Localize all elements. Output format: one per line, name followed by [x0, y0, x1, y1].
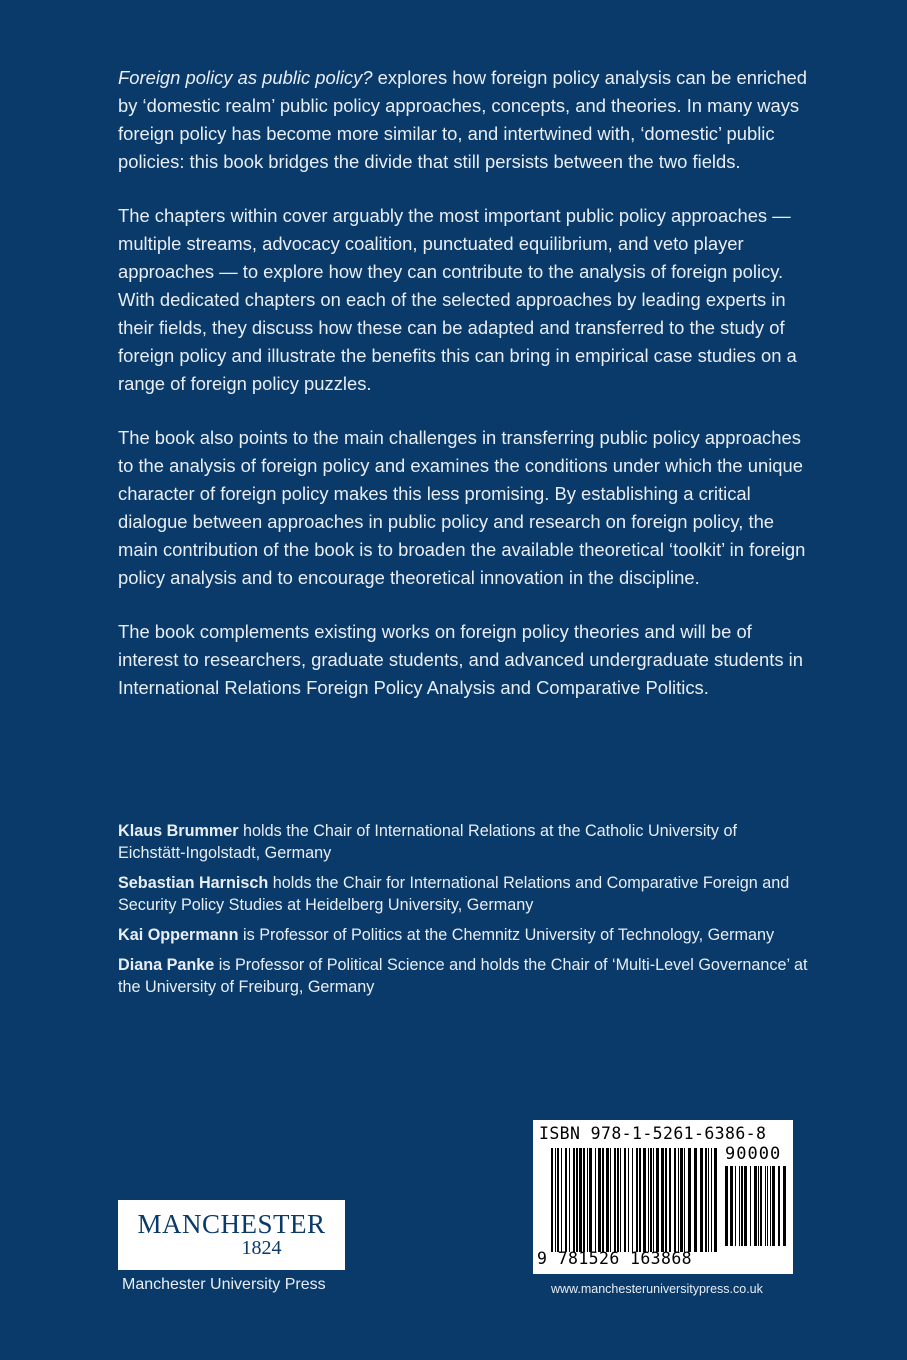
barcode-bar	[760, 1166, 762, 1246]
author-description: holds the Chair of International Relations at the Catholic University of Eichstätt-Ingolstadt, Germany	[118, 822, 738, 862]
author-bio	[118, 954, 808, 998]
barcode-bar	[610, 1148, 611, 1252]
barcode-bar	[576, 1148, 578, 1252]
blurb-paragraph-1-text: explores how foreign policy analysis can be enriched by ‘domestic realm’ public policy approaches, concepts, and theories. In many ways foreign policy has become more similar to, and intertwined with, ‘domestic’ public policies: this book bridges the divide that still persists between the two fields.	[118, 67, 808, 172]
author-name: Sebastian Harnisch	[118, 874, 269, 892]
barcode-bar	[606, 1148, 609, 1252]
barcode-bar	[772, 1166, 775, 1246]
author-bios	[118, 820, 808, 1006]
barcode-bar	[639, 1148, 641, 1252]
barcode-bar	[569, 1148, 570, 1252]
barcode-bar	[598, 1148, 601, 1252]
barcode-bar	[744, 1166, 747, 1246]
ean-digits: 9 781526 163868	[537, 1249, 693, 1268]
barcode-bar	[708, 1148, 709, 1252]
isbn-barcode	[533, 1120, 793, 1274]
barcode-bar	[674, 1148, 676, 1252]
blurb-paragraph-1	[118, 64, 808, 176]
barcode-bar	[739, 1166, 740, 1246]
barcode-bar	[688, 1148, 691, 1252]
blurb-paragraph-4: The book complements existing works on foreign policy theories and will be of interest to researchers, graduate students, and advanced undergraduate students in International Relations Foreign Policy Analysis and Comparative Politics.	[118, 621, 803, 698]
author-name: Diana Panke	[118, 956, 215, 974]
blurb-paragraph-3: The book also points to the main challenges in transferring public policy approaches to the analysis of foreign policy and examines the conditions under which the unique character of foreign policy makes this less promising. By establishing a critical dialogue between approaches in public policy and research on foreign policy, the main contribution of the book is to broaden the available theoretical ‘toolkit’ in foreign policy analysis and to encourage theoretical innovation in the discipline.	[118, 427, 806, 588]
barcode-bar	[557, 1148, 559, 1252]
author-bio	[118, 872, 808, 916]
book-title-italic: Foreign policy as public policy?	[118, 67, 373, 88]
publisher-logo	[118, 1200, 345, 1270]
barcode-bar	[583, 1148, 585, 1252]
barcode-bar	[628, 1148, 629, 1252]
barcode-bar	[643, 1148, 646, 1252]
barcode-bar	[636, 1148, 638, 1252]
author-description: holds the Chair for International Relations and Comparative Foreign and Security Policy Studies at Heidelberg University, Germany	[118, 874, 790, 914]
publisher-logo-year: 1824	[241, 1237, 282, 1259]
barcode-bar	[632, 1148, 633, 1252]
barcode-bar	[669, 1148, 671, 1252]
barcode-bar	[561, 1148, 562, 1252]
barcode-bar	[678, 1148, 679, 1252]
author-bio	[118, 820, 808, 864]
publisher-name: Manchester University Press	[122, 1276, 326, 1293]
barcode-bar	[725, 1166, 728, 1246]
author-description: is Professor of Politics at the Chemnitz University of Technology, Germany	[238, 926, 775, 944]
barcode-bar	[750, 1166, 751, 1246]
author-name: Klaus Brummer	[118, 822, 239, 840]
barcode-bar	[741, 1166, 743, 1246]
barcode-bar	[656, 1148, 659, 1252]
barcode-bar	[573, 1148, 575, 1252]
barcode-bar	[661, 1148, 664, 1252]
author-name: Kai Oppermann	[118, 926, 239, 944]
isbn-text: ISBN 978-1-5261-6386-8	[539, 1124, 767, 1143]
barcode-bar	[648, 1148, 649, 1252]
barcode-bar	[767, 1166, 768, 1246]
barcode-bar	[565, 1148, 567, 1252]
publisher-url[interactable]: www.manchesteruniversitypress.co.uk	[551, 1282, 763, 1296]
barcode-bar	[684, 1148, 685, 1252]
author-description: is Professor of Political Science and holds the Chair of ‘Multi-Level Governance’ at the University of Freiburg, Germany	[118, 956, 808, 996]
barcode-addon-bars	[725, 1166, 787, 1246]
barcode-bar	[650, 1148, 652, 1252]
barcode-bar	[714, 1148, 717, 1252]
barcode-bar	[694, 1148, 697, 1252]
barcode-bar	[551, 1148, 553, 1252]
barcode-bar	[705, 1148, 707, 1252]
barcode-bar	[770, 1166, 771, 1246]
barcode-bar	[595, 1148, 596, 1252]
barcode-bar	[555, 1148, 556, 1252]
blurb	[118, 64, 808, 728]
barcode-bar	[783, 1166, 786, 1246]
barcode-addon-code: 90000	[725, 1144, 782, 1164]
barcode-bar	[735, 1166, 736, 1246]
barcode-bar	[730, 1166, 733, 1246]
barcode-bar	[620, 1148, 621, 1252]
barcode-bar	[765, 1166, 766, 1246]
barcode-bar	[711, 1148, 712, 1252]
barcode-bar	[614, 1148, 616, 1252]
barcode-bar	[680, 1148, 683, 1252]
barcode-bar	[579, 1148, 582, 1252]
barcode-bar	[602, 1148, 604, 1252]
barcode-bar	[624, 1148, 626, 1252]
barcode-bar	[754, 1166, 757, 1246]
blurb-paragraph-2: The chapters within cover arguably the most important public policy approaches — multiple streams, advocacy coalition, punctuated equilibrium, and veto player approaches — to explore how they can contribute to the analysis of foreign policy. With dedicated chapters on each of the selected approaches by leading experts in their fields, they discuss how these can be adapted and transferred to the study of foreign policy and illustrate the benefits this can bring in empirical case studies on a range of foreign policy puzzles.	[118, 205, 797, 394]
barcode-bar	[589, 1148, 592, 1252]
barcode-bars	[551, 1148, 719, 1252]
barcode-bar	[778, 1166, 780, 1246]
barcode-bar	[653, 1148, 654, 1252]
author-bio	[118, 924, 808, 946]
barcode-bar	[700, 1148, 703, 1252]
barcode-bar	[587, 1148, 588, 1252]
publisher-logo-name: MANCHESTER	[137, 1209, 326, 1239]
barcode-bar	[665, 1148, 667, 1252]
barcode-bar	[758, 1166, 759, 1246]
barcode-bar	[617, 1148, 619, 1252]
